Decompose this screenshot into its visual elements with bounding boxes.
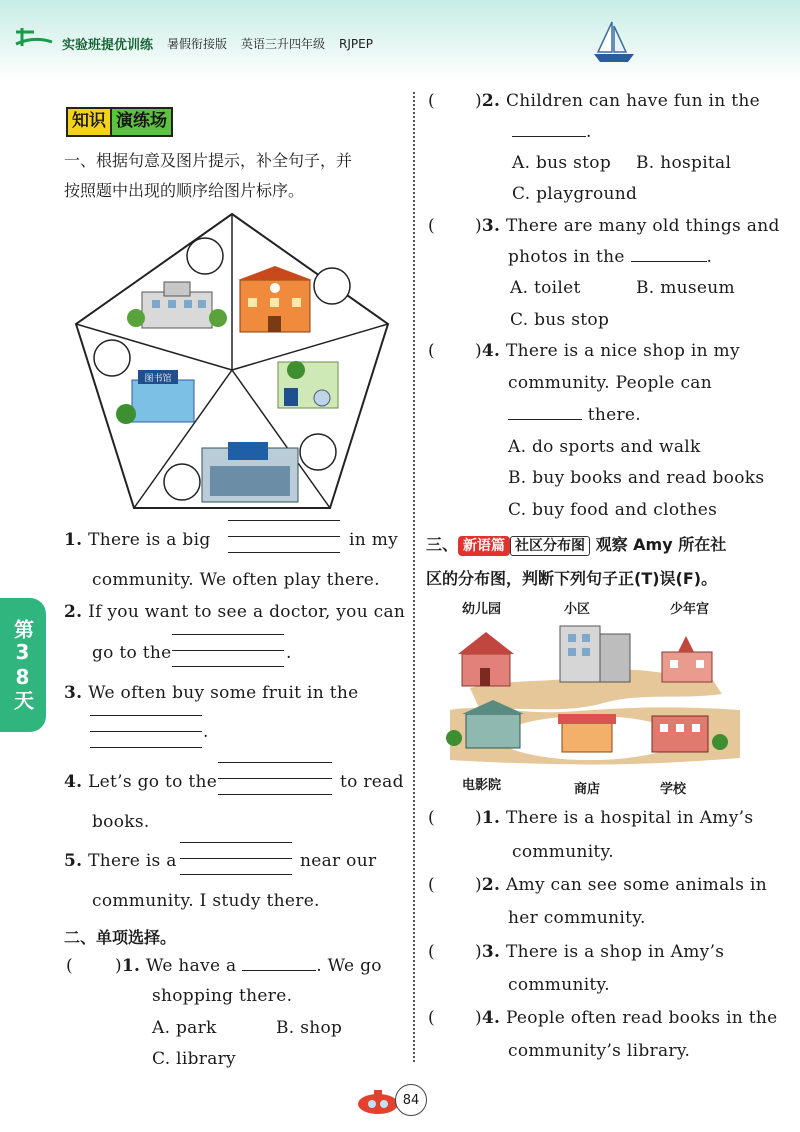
item-text: There is a hospital in Amy’s xyxy=(505,808,754,828)
submarine-icon xyxy=(356,1082,400,1118)
neighborhood-building xyxy=(560,626,630,682)
item-text: Children can have fun in the xyxy=(505,91,760,111)
part1-instruction-line1: 一、根据句意及图片提示，补全句子，并 xyxy=(64,151,353,170)
fill-item-2 xyxy=(64,602,405,622)
option-a[interactable]: A. do sports and walk xyxy=(508,437,701,457)
fill-item-1 xyxy=(64,530,211,550)
item-line xyxy=(508,247,712,267)
part3-instruction: 观察 Amy 所在社 xyxy=(595,535,727,554)
item-text: community. xyxy=(508,975,610,995)
part1-instruction-line2: 按照题中出现的顺序给图片标序。 xyxy=(64,181,305,200)
series-logo-icon xyxy=(14,26,54,48)
answer-line[interactable] xyxy=(172,666,284,667)
item-text: There is a xyxy=(88,851,177,871)
item-text: community. We often play there. xyxy=(92,570,380,590)
option-b[interactable]: B. hospital xyxy=(636,153,732,173)
shop-building xyxy=(558,714,616,752)
option-b[interactable]: B. buy books and read books xyxy=(508,468,765,488)
item-text: There is a big xyxy=(88,530,211,550)
item-text: photos in the xyxy=(508,247,625,267)
item-text: There are many old things and xyxy=(505,216,780,236)
community-map xyxy=(440,618,746,776)
page-number: 84 xyxy=(395,1084,427,1116)
item-text: her community. xyxy=(508,908,646,928)
answer-paren[interactable]: ( xyxy=(66,956,73,976)
section-tag-part1: 知识 xyxy=(68,109,110,135)
answer-line[interactable] xyxy=(90,715,202,716)
map-label-kindergarten: 幼儿园 xyxy=(462,602,502,617)
column-divider xyxy=(413,92,415,1062)
map-label-youth-palace: 少年宫 xyxy=(670,602,710,617)
kindergarten-building xyxy=(458,632,514,686)
choice-item-4 xyxy=(428,341,740,361)
item-line xyxy=(508,405,641,425)
answer-paren[interactable]: ( xyxy=(428,1008,435,1028)
tf-item-3 xyxy=(428,942,724,962)
series-title: 实验班提优训练 xyxy=(62,38,154,53)
answer-line[interactable] xyxy=(180,858,292,859)
school-picture xyxy=(238,266,312,332)
map-label-cinema: 电影院 xyxy=(462,778,502,793)
order-circle xyxy=(187,238,223,274)
map-label-school: 学校 xyxy=(660,782,687,797)
part3-prefix: 三、 xyxy=(426,535,459,554)
item-text: books. xyxy=(92,812,150,832)
order-circle xyxy=(314,268,350,304)
tf-item-2 xyxy=(428,875,767,895)
item-text: there. xyxy=(587,405,641,425)
item-text: People often read books in the xyxy=(505,1008,778,1028)
choice-item-3 xyxy=(428,216,780,236)
order-circle xyxy=(94,340,130,376)
answer-line[interactable] xyxy=(218,794,332,795)
choice-item-1 xyxy=(66,956,382,976)
item-text: in my xyxy=(349,530,399,550)
answer-paren: ) xyxy=(474,216,482,236)
option-a[interactable]: A. toilet xyxy=(510,278,581,298)
item-text: . We go xyxy=(316,956,382,976)
answer-blank[interactable] xyxy=(242,970,316,971)
answer-paren[interactable]: ( xyxy=(428,942,435,962)
answer-paren: ) xyxy=(474,341,482,361)
item-text: community. People can xyxy=(508,373,712,393)
subject-label: 英语三升四年级 xyxy=(241,37,326,51)
item-text: near our xyxy=(300,851,377,871)
option-a[interactable]: A. bus stop xyxy=(512,153,612,173)
option-a[interactable]: A. park xyxy=(152,1018,217,1038)
answer-blank[interactable] xyxy=(631,261,707,262)
publisher-code: RJPEP xyxy=(339,36,373,51)
item-text: go to the xyxy=(92,643,172,663)
fill-item-4 xyxy=(64,772,217,792)
section-tag-part2: 演练场 xyxy=(110,109,171,135)
map-tag: 社区分布图 xyxy=(510,536,590,556)
choice-item-2 xyxy=(428,91,760,111)
option-c[interactable]: C. bus stop xyxy=(510,310,610,330)
answer-paren[interactable]: ( xyxy=(428,91,435,111)
answer-paren: ) xyxy=(474,875,482,895)
part2-title: 二、单项选择。 xyxy=(64,928,177,947)
item-text: If you want to see a doctor, you can xyxy=(88,602,406,622)
item-text: . xyxy=(706,247,713,267)
youth-palace-building xyxy=(662,636,712,682)
item-text: community’s library. xyxy=(508,1041,691,1061)
item-text: Let’s go to the xyxy=(88,772,218,792)
answer-line[interactable] xyxy=(180,842,292,843)
item-text: There is a nice shop in my xyxy=(505,341,740,361)
answer-paren: ) xyxy=(474,1008,482,1028)
answer-paren: ) xyxy=(474,91,482,111)
item-number: 4. xyxy=(64,772,83,792)
supermarket-picture xyxy=(202,442,298,502)
page-header xyxy=(0,0,800,80)
park-picture xyxy=(278,361,338,408)
item-number: 5. xyxy=(64,851,83,871)
tf-item-4 xyxy=(428,1008,778,1028)
answer-paren[interactable]: ( xyxy=(428,808,435,828)
item-text: to read xyxy=(340,772,404,792)
sailboat-icon xyxy=(590,18,640,68)
item-text: shopping there. xyxy=(152,986,293,1006)
new-text-tag: 新语篇 xyxy=(458,536,510,556)
item-text: community. I study there. xyxy=(92,891,320,911)
answer-paren: ) xyxy=(114,956,122,976)
library-sign-text: 图书馆 xyxy=(144,374,172,384)
answer-blank[interactable] xyxy=(508,419,582,420)
item-number: 2. xyxy=(481,91,501,111)
answer-line[interactable] xyxy=(228,520,340,521)
item-text: . xyxy=(203,722,209,742)
order-circle xyxy=(164,464,200,500)
tf-item-1 xyxy=(428,808,753,828)
answer-line[interactable] xyxy=(90,747,202,748)
item-number: 2. xyxy=(481,875,501,895)
answer-paren[interactable]: ( xyxy=(428,341,435,361)
map-label-shop: 商店 xyxy=(574,782,601,797)
item-text: We often buy some fruit in the xyxy=(88,683,359,703)
item-number: 4. xyxy=(481,1008,501,1028)
option-c[interactable]: C. buy food and clothes xyxy=(508,500,718,520)
item-text: . xyxy=(286,643,292,663)
item-text: community. xyxy=(512,842,614,862)
answer-line[interactable] xyxy=(90,731,202,732)
fill-item-3 xyxy=(64,683,358,703)
part3-instruction-line2: 区的分布图，判断下列句子正(T)误(F)。 xyxy=(426,569,718,588)
answer-paren: ) xyxy=(474,942,482,962)
fill-item-5 xyxy=(64,851,177,871)
answer-paren[interactable]: ( xyxy=(428,875,435,895)
answer-line[interactable] xyxy=(228,552,340,553)
item-text: . xyxy=(586,122,592,142)
section-tag xyxy=(66,107,173,137)
answer-line[interactable] xyxy=(228,536,340,537)
item-number: 4. xyxy=(481,341,501,361)
item-number: 3. xyxy=(481,216,501,236)
part3-heading xyxy=(426,532,726,556)
item-number: 1. xyxy=(121,956,141,976)
answer-blank[interactable] xyxy=(512,136,586,137)
answer-line[interactable] xyxy=(172,650,284,651)
edition-label: 暑假衔接版 xyxy=(167,37,228,51)
order-circle xyxy=(300,434,336,470)
answer-paren: ) xyxy=(474,808,482,828)
item-text: Amy can see some animals in xyxy=(505,875,767,895)
item-text: We have a xyxy=(145,956,237,976)
option-b[interactable]: B. museum xyxy=(636,278,735,298)
item-number: 1. xyxy=(64,530,83,550)
option-c[interactable]: C. playground xyxy=(512,184,638,204)
option-c[interactable]: C. library xyxy=(152,1049,236,1069)
map-label-neighborhood: 小区 xyxy=(564,602,591,617)
answer-paren[interactable]: ( xyxy=(428,216,435,236)
option-b[interactable]: B. shop xyxy=(276,1018,343,1038)
item-text: There is a shop in Amy’s xyxy=(505,942,725,962)
pentagon-picture-puzzle xyxy=(72,212,392,512)
answer-line[interactable] xyxy=(180,874,292,875)
item-number: 3. xyxy=(481,942,501,962)
item-number: 3. xyxy=(64,683,83,703)
item-number: 2. xyxy=(64,602,83,622)
answer-line[interactable] xyxy=(218,762,332,763)
answer-line[interactable] xyxy=(218,778,332,779)
answer-line[interactable] xyxy=(172,634,284,635)
item-line xyxy=(512,122,592,142)
day-tab: 第38天 xyxy=(0,598,46,732)
item-number: 1. xyxy=(481,808,501,828)
